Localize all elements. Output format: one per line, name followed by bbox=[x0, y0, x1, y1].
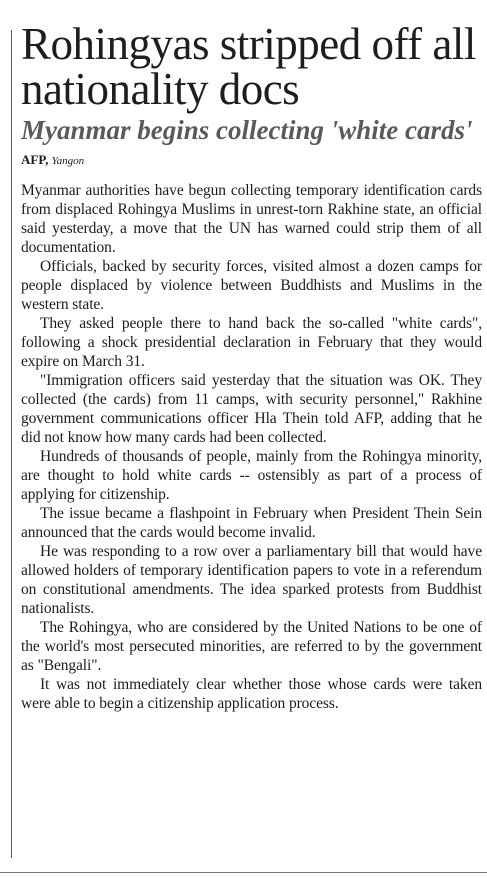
body-paragraph: The Rohingya, who are considered by the United Nations to be one of the world's most persecuted minorities, are referred to by the government as "Bengali". bbox=[21, 619, 482, 674]
column-rule-left bbox=[11, 30, 12, 858]
news-article bbox=[21, 19, 482, 713]
subheadline: Myanmar begins collecting 'white cards' bbox=[21, 115, 473, 145]
byline bbox=[21, 152, 482, 169]
body-paragraph: "Immigration officers said yesterday that the situation was OK. They collected (the cards) from 11 camps, with security personnel," Rakhine government communications officer Hla Thein told AFP, adding that he did not know how many cards had been collected. bbox=[21, 372, 482, 446]
body-paragraph: Hundreds of thousands of people, mainly from the Rohingya minority, are thought to hold white cards -- ostensibly as part of a process of applying for citizenship. bbox=[21, 448, 482, 503]
byline-dateline: Yangon bbox=[51, 155, 85, 167]
body-paragraph: He was responding to a row over a parliamentary bill that would have allowed holders of temporary identification papers to vote in a referendum on constitutional amendments. The idea sparked protests from Buddhist nationalists. bbox=[21, 543, 482, 617]
body-paragraph: They asked people there to hand back the so-called "white cards", following a shock presidential declaration in February that they would expire on March 31. bbox=[21, 315, 482, 370]
body-paragraph: The issue became a flashpoint in February when President Thein Sein announced that the cards would become invalid. bbox=[21, 505, 482, 541]
body-paragraph: Myanmar authorities have begun collecting temporary identification cards from displaced Rohingya Muslims in unrest-torn Rakhine state, an official said yesterday, a move that the UN has warned could strip them of all documentation. bbox=[21, 182, 482, 256]
bottom-rule bbox=[0, 872, 487, 873]
body-paragraph: Officials, backed by security forces, visited almost a dozen camps for people displaced by violence between Buddhists and Muslims in the western state. bbox=[21, 258, 482, 313]
body-paragraph: It was not immediately clear whether those whose cards were taken were able to begin a citizenship application process. bbox=[21, 676, 482, 712]
headline: Rohingyas stripped off all nationality docs bbox=[21, 19, 476, 114]
article-body bbox=[21, 181, 482, 713]
byline-agency: AFP, bbox=[21, 152, 49, 167]
